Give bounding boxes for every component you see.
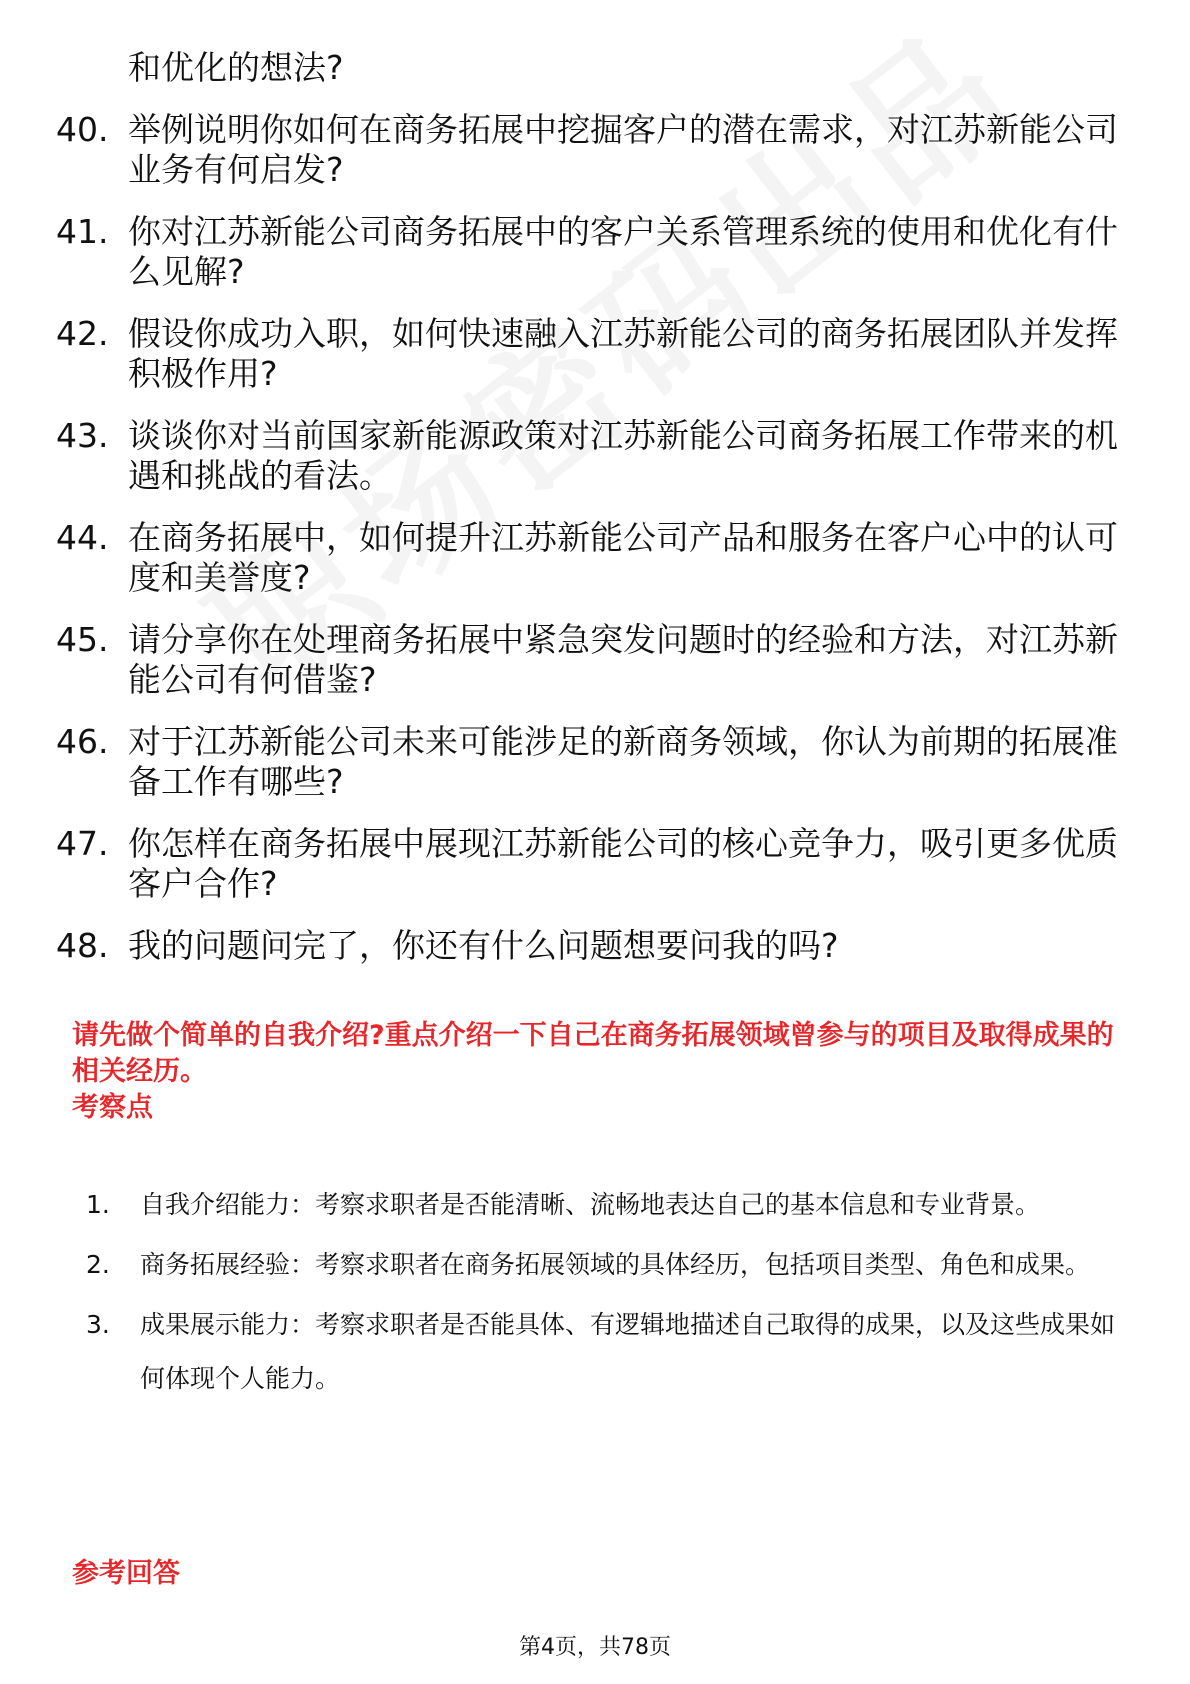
page-footer: 第4页，共78页: [519, 1635, 671, 1660]
question-text: 在商务拓展中，如何提升江苏新能公司产品和服务在客户心中的认可度和美誉度?: [128, 518, 1118, 597]
question-item: [56, 722, 1136, 802]
question-number: 40.: [56, 110, 109, 149]
question-text: 对于江苏新能公司未来可能涉足的新商务领域，你认为前期的拓展准备工作有哪些?: [128, 722, 1118, 801]
question-number: 48.: [56, 926, 109, 965]
question-number: 43.: [56, 416, 109, 455]
assessment-label: 考察点: [72, 1092, 153, 1123]
assessment-point-text: 成果展示能力：考察求职者是否能具体、有逻辑地描述自己取得的成果，以及这些成果如何体现个人能力。: [140, 1310, 1116, 1393]
assessment-point-number: 3.: [86, 1310, 110, 1339]
question-text: 举例说明你如何在商务拓展中挖掘客户的潜在需求，对江苏新能公司业务有何启发?: [128, 110, 1118, 189]
question-number: 42.: [56, 314, 109, 353]
assessment-point: [72, 1298, 1122, 1406]
question-text: 假设你成功入职，如何快速融入江苏新能公司的商务拓展团队并发挥积极作用?: [128, 314, 1118, 393]
question-item: [56, 518, 1136, 598]
question-number: 44.: [56, 518, 109, 557]
question-item: [56, 926, 1136, 966]
question-number: 45.: [56, 620, 109, 659]
question-continuation: 和优化的想法?: [128, 48, 344, 87]
question-list: [56, 48, 1136, 988]
question-number: 41.: [56, 212, 109, 251]
question-item: [56, 824, 1136, 904]
question-item: [56, 314, 1136, 394]
reference-answer-label: 参考回答: [72, 1558, 180, 1589]
question-text: 你怎样在商务拓展中展现江苏新能公司的核心竞争力，吸引更多优质客户合作?: [128, 824, 1118, 903]
question-text: 谈谈你对当前国家新能源政策对江苏新能公司商务拓展工作带来的机遇和挑战的看法。: [128, 416, 1118, 495]
question-item: [56, 416, 1136, 496]
question-number: 46.: [56, 722, 109, 761]
main-question-heading: 请先做个简单的自我介绍?重点介绍一下自己在商务拓展领域曾参与的项目及取得成果的相关经历。: [72, 1020, 1114, 1087]
question-text: 你对江苏新能公司商务拓展中的客户关系管理系统的使用和优化有什么见解?: [128, 212, 1118, 291]
question-item: [56, 212, 1136, 292]
question-number: 47.: [56, 824, 109, 863]
question-text: 我的问题问完了，你还有什么问题想要问我的吗?: [128, 926, 839, 965]
assessment-point: [72, 1178, 1122, 1232]
assessment-point-list: [72, 1178, 1122, 1412]
question-item: [56, 110, 1136, 190]
assessment-point-number: 1.: [86, 1190, 110, 1219]
assessment-point-number: 2.: [86, 1250, 110, 1279]
assessment-point: [72, 1238, 1122, 1292]
assessment-point-text: 自我介绍能力：考察求职者是否能清晰、流畅地表达自己的基本信息和专业背景。: [140, 1190, 1041, 1219]
question-item: [56, 620, 1136, 700]
question-text: 请分享你在处理商务拓展中紧急突发问题时的经验和方法，对江苏新能公司有何借鉴?: [128, 620, 1118, 699]
assessment-point-text: 商务拓展经验：考察求职者在商务拓展领域的具体经历，包括项目类型、角色和成果。: [140, 1250, 1091, 1279]
